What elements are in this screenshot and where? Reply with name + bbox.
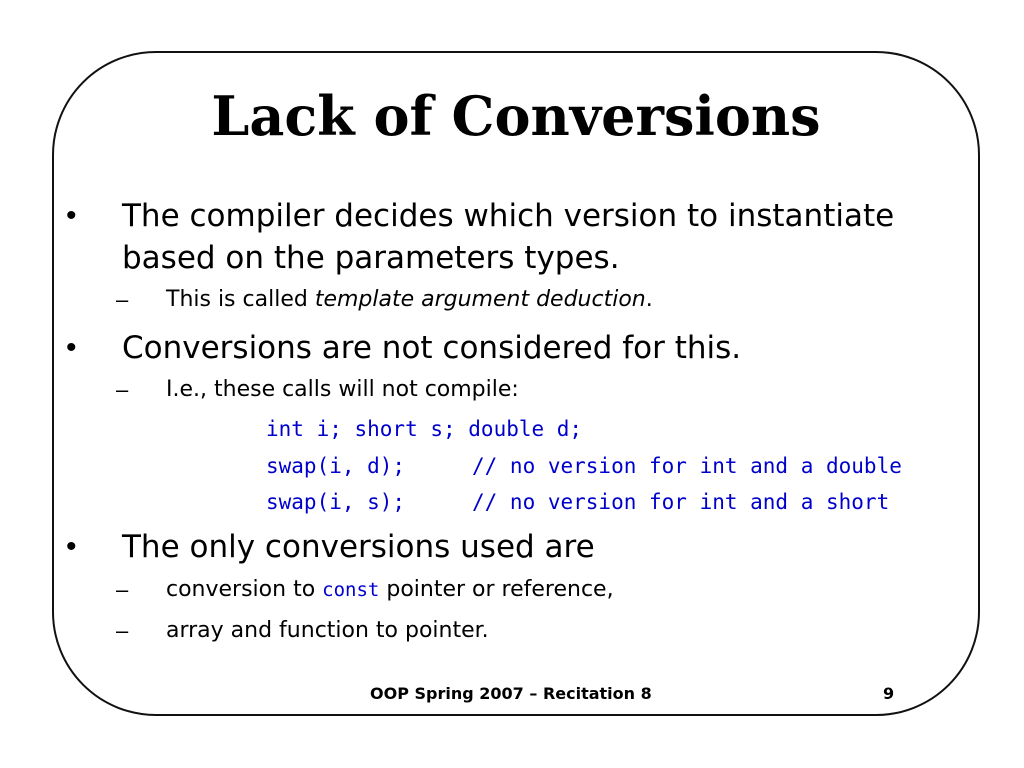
sub-bullet-marker: – bbox=[116, 287, 129, 312]
page-number: 9 bbox=[883, 684, 895, 703]
bullet-1-sub-1-emphasis: template argument deduction bbox=[314, 287, 646, 312]
bullet-3-sub-1-code: const bbox=[322, 579, 380, 601]
bullet-1-sub-1-suffix: . bbox=[645, 287, 653, 312]
code-line-1: int i; short s; double d; bbox=[266, 417, 583, 441]
code-line-2-comment: // no version for int and a double bbox=[472, 454, 902, 478]
bullet-1-sub-1 bbox=[166, 285, 653, 315]
bullet-1-text-line-1: The compiler decides which version to instantiate bbox=[122, 198, 895, 234]
code-line-2-call: swap(i, d); bbox=[266, 454, 406, 478]
slide-title: Lack of Conversions bbox=[211, 84, 821, 148]
sub-bullet-marker: – bbox=[116, 377, 129, 402]
bullet-3-sub-2: array and function to pointer. bbox=[166, 618, 489, 643]
bullet-3-sub-1 bbox=[166, 575, 614, 605]
footer-text: OOP Spring 2007 – Recitation 8 bbox=[370, 684, 652, 703]
sub-bullet-marker: – bbox=[116, 618, 129, 643]
bullet-1-sub-1-prefix: This is called bbox=[166, 287, 315, 312]
bullet-2-sub-1: I.e., these calls will not compile: bbox=[166, 377, 519, 402]
code-line-3-call: swap(i, s); bbox=[266, 490, 406, 514]
bullet-2-text: Conversions are not considered for this. bbox=[122, 330, 742, 366]
bullet-3-sub-1-prefix: conversion to bbox=[166, 577, 323, 602]
bullet-3-text: The only conversions used are bbox=[122, 529, 595, 565]
bullet-marker: • bbox=[66, 199, 77, 232]
sub-bullet-marker: – bbox=[116, 577, 129, 602]
bullet-marker: • bbox=[66, 331, 77, 364]
bullet-3-sub-1-suffix: pointer or reference, bbox=[379, 577, 614, 602]
bullet-marker: • bbox=[66, 530, 77, 563]
code-line-3-comment: // no version for int and a short bbox=[472, 490, 890, 514]
bullet-1-text-line-2: based on the parameters types. bbox=[122, 240, 620, 276]
